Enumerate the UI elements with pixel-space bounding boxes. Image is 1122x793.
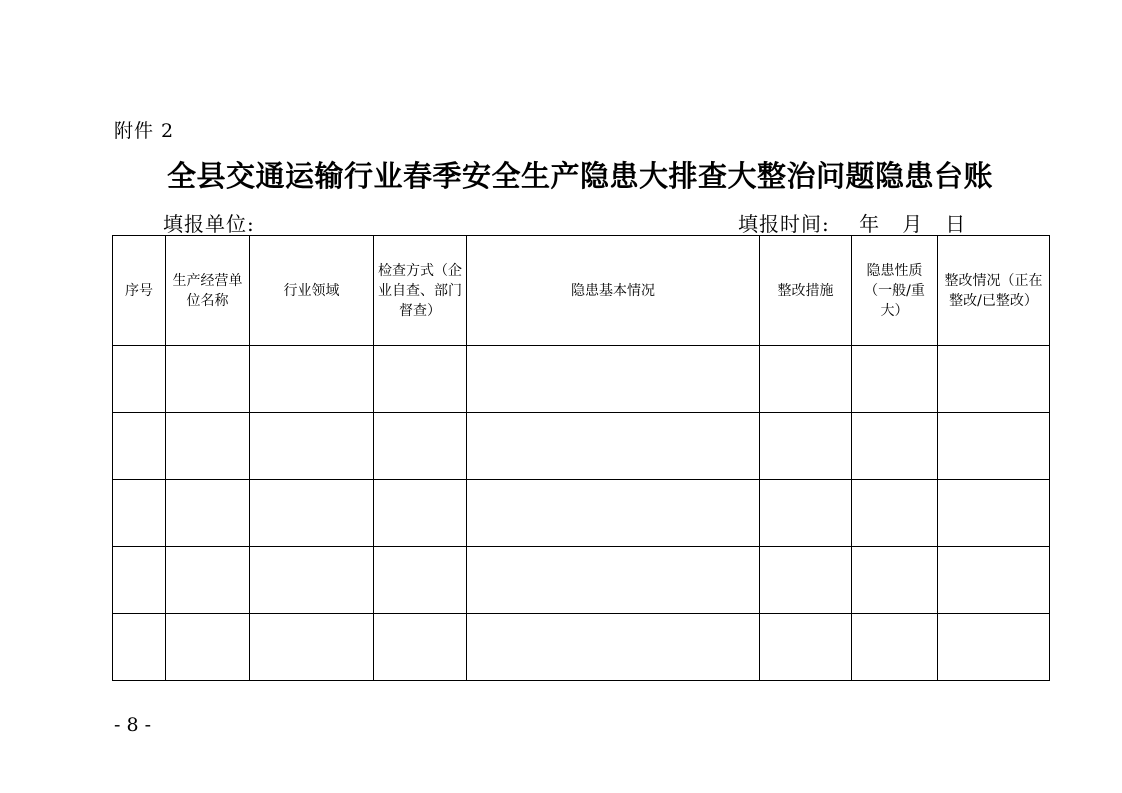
table-cell[interactable]: [852, 346, 938, 413]
table-cell[interactable]: [250, 547, 374, 614]
table-cell[interactable]: [467, 346, 760, 413]
table-cell[interactable]: [760, 547, 852, 614]
table-row: [113, 480, 1050, 547]
header-industry: 行业领域: [250, 236, 374, 346]
table-cell[interactable]: [467, 614, 760, 681]
table-cell[interactable]: [374, 346, 467, 413]
table-cell[interactable]: [760, 480, 852, 547]
table-cell[interactable]: [374, 480, 467, 547]
table-cell[interactable]: [166, 614, 250, 681]
table-cell[interactable]: [760, 614, 852, 681]
table-cell[interactable]: [166, 480, 250, 547]
table-cell[interactable]: [760, 346, 852, 413]
table-cell[interactable]: [113, 614, 166, 681]
table-cell[interactable]: [166, 413, 250, 480]
table-cell[interactable]: [166, 346, 250, 413]
table-cell[interactable]: [113, 346, 166, 413]
table-cell[interactable]: [938, 413, 1050, 480]
table-cell[interactable]: [374, 614, 467, 681]
table-row: [113, 614, 1050, 681]
table-cell[interactable]: [250, 614, 374, 681]
page-number: - 8 -: [114, 714, 152, 736]
table-cell[interactable]: [852, 614, 938, 681]
table-cell[interactable]: [852, 480, 938, 547]
table-cell[interactable]: [852, 413, 938, 480]
header-rectification-measures: 整改措施: [760, 236, 852, 346]
table-row: [113, 346, 1050, 413]
table-cell[interactable]: [467, 547, 760, 614]
table-row: [113, 547, 1050, 614]
hazard-ledger-table: [112, 235, 1050, 681]
table-cell[interactable]: [938, 346, 1050, 413]
table-cell[interactable]: [467, 413, 760, 480]
header-hazard-details: 隐患基本情况: [467, 236, 760, 346]
table-cell[interactable]: [374, 547, 467, 614]
header-rectification-status: 整改情况（正在整改/已整改）: [938, 236, 1050, 346]
table-cell[interactable]: [467, 480, 760, 547]
fill-time-label: 填报时间: 年 月 日: [738, 212, 967, 236]
header-hazard-nature: 隐患性质（一般/重大）: [852, 236, 938, 346]
header-unit-name: 生产经营单位名称: [166, 236, 250, 346]
table-cell[interactable]: [113, 413, 166, 480]
table-cell[interactable]: [166, 547, 250, 614]
header-serial: 序号: [113, 236, 166, 346]
table-cell[interactable]: [250, 480, 374, 547]
attachment-label: 附件 2: [114, 120, 175, 142]
page-title: 全县交通运输行业春季安全生产隐患大排查大整治问题隐患台账: [166, 159, 993, 193]
table-cell[interactable]: [760, 413, 852, 480]
table-cell[interactable]: [938, 547, 1050, 614]
table-cell[interactable]: [250, 346, 374, 413]
table-cell[interactable]: [250, 413, 374, 480]
table-cell[interactable]: [374, 413, 467, 480]
table-cell[interactable]: [852, 547, 938, 614]
table-cell[interactable]: [113, 547, 166, 614]
fill-unit-label: 填报单位:: [163, 212, 255, 236]
table-cell[interactable]: [938, 614, 1050, 681]
table-cell[interactable]: [938, 480, 1050, 547]
table-cell[interactable]: [113, 480, 166, 547]
table-header-row: [113, 236, 1050, 346]
table-body: [113, 346, 1050, 681]
header-inspection-method: 检查方式（企业自查、部门督查）: [374, 236, 467, 346]
table-row: [113, 413, 1050, 480]
